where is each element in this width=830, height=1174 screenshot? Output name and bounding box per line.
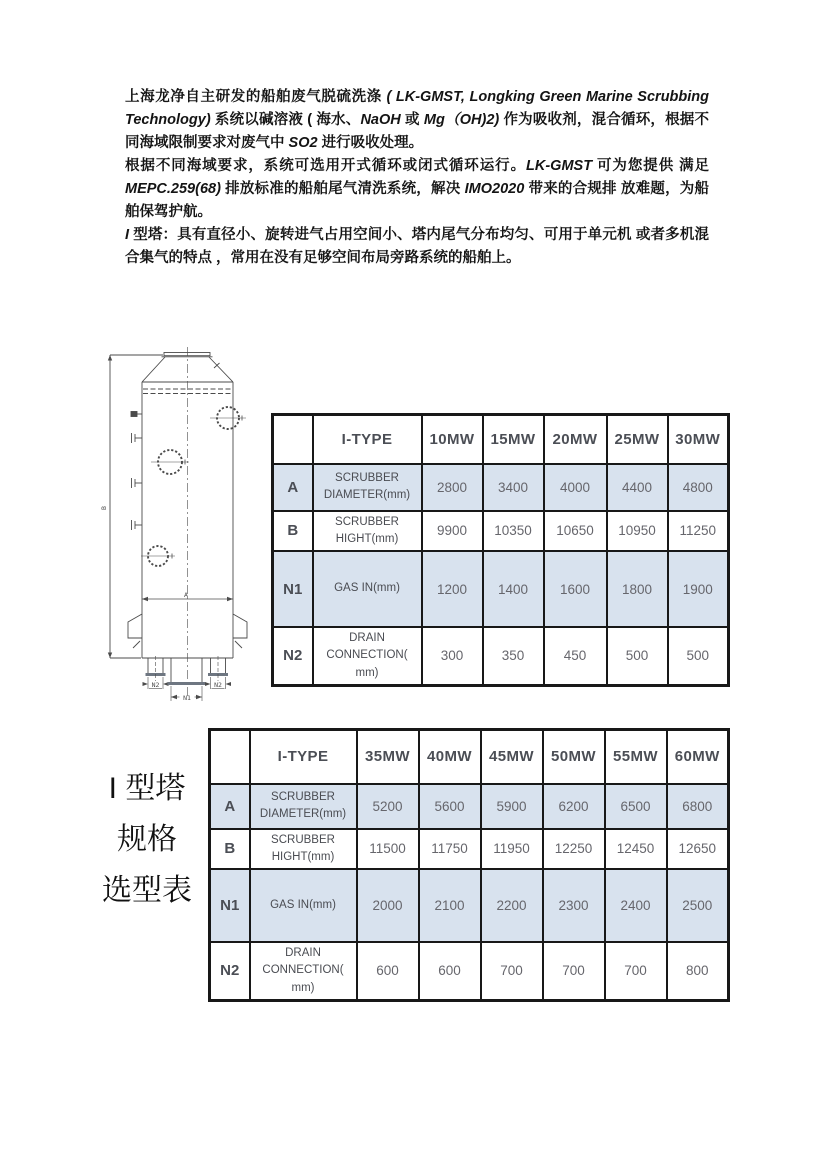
text-run: 带来的合规排 放难题，为船舶保驾护航。 [125,181,710,220]
value-cell: 1600 [544,551,607,627]
text-run: 根据不同海域要求，系统可选用开式循环或闭式循环运行。 [125,158,527,174]
text-run: 作为吸收剂，混合循环，根据不同海域限制要求对废气中 [125,112,710,151]
value-cell: 450 [544,627,607,685]
row-key: B [273,511,313,552]
table-row [210,869,729,942]
table-header-itype: I-TYPE [313,415,422,464]
text-run: 排放标准的船舶尾气清洗系统，解决 [220,181,465,197]
row-key: N2 [210,942,250,1000]
value-cell: 11750 [419,829,481,870]
row-label: DRAIN CONNECTION( mm) [313,627,422,685]
value-cell: 10650 [544,511,607,552]
table-row [210,829,729,870]
side-label-line: 规格 [117,823,177,856]
value-cell: 10350 [483,511,544,552]
value-cell: 700 [543,942,605,1000]
value-cell: 350 [483,627,544,685]
table-header-cell [273,415,313,464]
spec-table-35-60mw [208,728,730,1002]
table-row [273,627,729,685]
text-run: LK-GMST [526,158,593,174]
value-cell: 11500 [357,829,419,870]
table-header-cell: 20MW [544,415,607,464]
value-cell: 2500 [667,869,729,942]
text-run: 具有直径小、旋转进气占用空间小、塔内尾气分布均匀、可用于单元机 或者多机混合集气的特点 ，常用在没有足够空间布局旁路系统的船舶上。 [125,227,709,266]
text-run: 或 [400,112,424,128]
side-nozzles [131,412,142,531]
text-run: IMO2020 [464,181,525,197]
value-cell: 600 [357,942,419,1000]
table-row [273,511,729,552]
row-label: SCRUBBER DIAMETER(mm) [250,784,357,829]
value-cell: 11250 [668,511,729,552]
value-cell: 4400 [607,464,668,511]
value-cell: 600 [419,942,481,1000]
value-cell: 5200 [357,784,419,829]
value-cell: 5600 [419,784,481,829]
row-key: N1 [273,551,313,627]
value-cell: 12450 [605,829,667,870]
value-cell: 1400 [483,551,544,627]
value-cell: 12650 [667,829,729,870]
row-key: N1 [210,869,250,942]
text-run: NaOH [360,112,401,128]
side-label-line: I 型塔 [108,772,186,805]
row-key: A [210,784,250,829]
value-cell: 2300 [543,869,605,942]
dim-label-n2-left: N2 [151,681,160,689]
dim-label-n1: N1 [183,694,191,702]
table-header-cell: 10MW [422,415,483,464]
text-run: 可为您提供 满足 [592,158,710,174]
value-cell: 12250 [543,829,605,870]
side-label-line: 选型表 [102,874,192,907]
value-cell: 11950 [481,829,543,870]
row-label: GAS IN(mm) [250,869,357,942]
scrubber-tower-drawing [95,330,270,720]
value-cell: 4000 [544,464,607,511]
value-cell: 1900 [668,551,729,627]
value-cell: 6200 [543,784,605,829]
paragraph [125,224,709,270]
row-label: GAS IN(mm) [313,551,422,627]
row-key: A [273,464,313,511]
text-run: 上海龙净自主研发的船舶废气脱硫洗涤 [125,89,387,105]
value-cell: 2100 [419,869,481,942]
table-header-cell: 55MW [605,730,667,784]
text-run: Mg（OH)2) [423,112,500,128]
text-run: ( LK-GMST, Longking Green Marine Scrubbing Technology) [125,89,710,128]
spec-table-10-30mw [271,413,730,687]
text-run: SO2 [288,135,318,151]
row-label: SCRUBBER HIGHT(mm) [250,829,357,870]
table-header-cell: 45MW [481,730,543,784]
value-cell: 2800 [422,464,483,511]
table-row [273,464,729,511]
tower-outline [108,347,233,696]
text-run: 系统以碱溶液 ( 海水、 [214,112,361,128]
table-header-cell: 15MW [483,415,544,464]
value-cell: 800 [667,942,729,1000]
table-row [210,942,729,1000]
text-run: 进行吸收处理。 [317,135,424,151]
table-title-vertical [92,763,202,916]
value-cell: 700 [481,942,543,1000]
table-header-cell [210,730,250,784]
value-cell: 2400 [605,869,667,942]
value-cell: 300 [422,627,483,685]
intro-paragraphs [125,86,709,270]
text-run: I [125,227,134,243]
value-cell: 10950 [607,511,668,552]
table-header-cell: 60MW [667,730,729,784]
row-key: N2 [273,627,313,685]
value-cell: 500 [607,627,668,685]
row-key: B [210,829,250,870]
table-header-cell: 25MW [607,415,668,464]
text-run: 型塔： [133,227,178,243]
table-header-cell: 50MW [543,730,605,784]
row-label: SCRUBBER HIGHT(mm) [313,511,422,552]
table-header-cell: 30MW [668,415,729,464]
value-cell: 1800 [607,551,668,627]
table-row [210,784,729,829]
paragraph [125,155,709,224]
table-row [273,551,729,627]
dim-label-a: A [184,591,188,599]
value-cell: 6800 [667,784,729,829]
manhole-flanges [141,407,246,566]
value-cell: 2200 [481,869,543,942]
row-label: SCRUBBER DIAMETER(mm) [313,464,422,511]
value-cell: 9900 [422,511,483,552]
value-cell: 3400 [483,464,544,511]
dim-label-b: B [100,506,108,510]
table-header-itype: I-TYPE [250,730,357,784]
value-cell: 500 [668,627,729,685]
table-header-cell: 35MW [357,730,419,784]
table-header-cell: 40MW [419,730,481,784]
value-cell: 1200 [422,551,483,627]
value-cell: 4800 [668,464,729,511]
value-cell: 5900 [481,784,543,829]
value-cell: 700 [605,942,667,1000]
paragraph [125,86,709,155]
value-cell: 6500 [605,784,667,829]
row-label: DRAIN CONNECTION( mm) [250,942,357,1000]
value-cell: 2000 [357,869,419,942]
text-run: MEPC.259(68) [125,181,221,197]
dim-label-n2-right: N2 [214,681,222,689]
